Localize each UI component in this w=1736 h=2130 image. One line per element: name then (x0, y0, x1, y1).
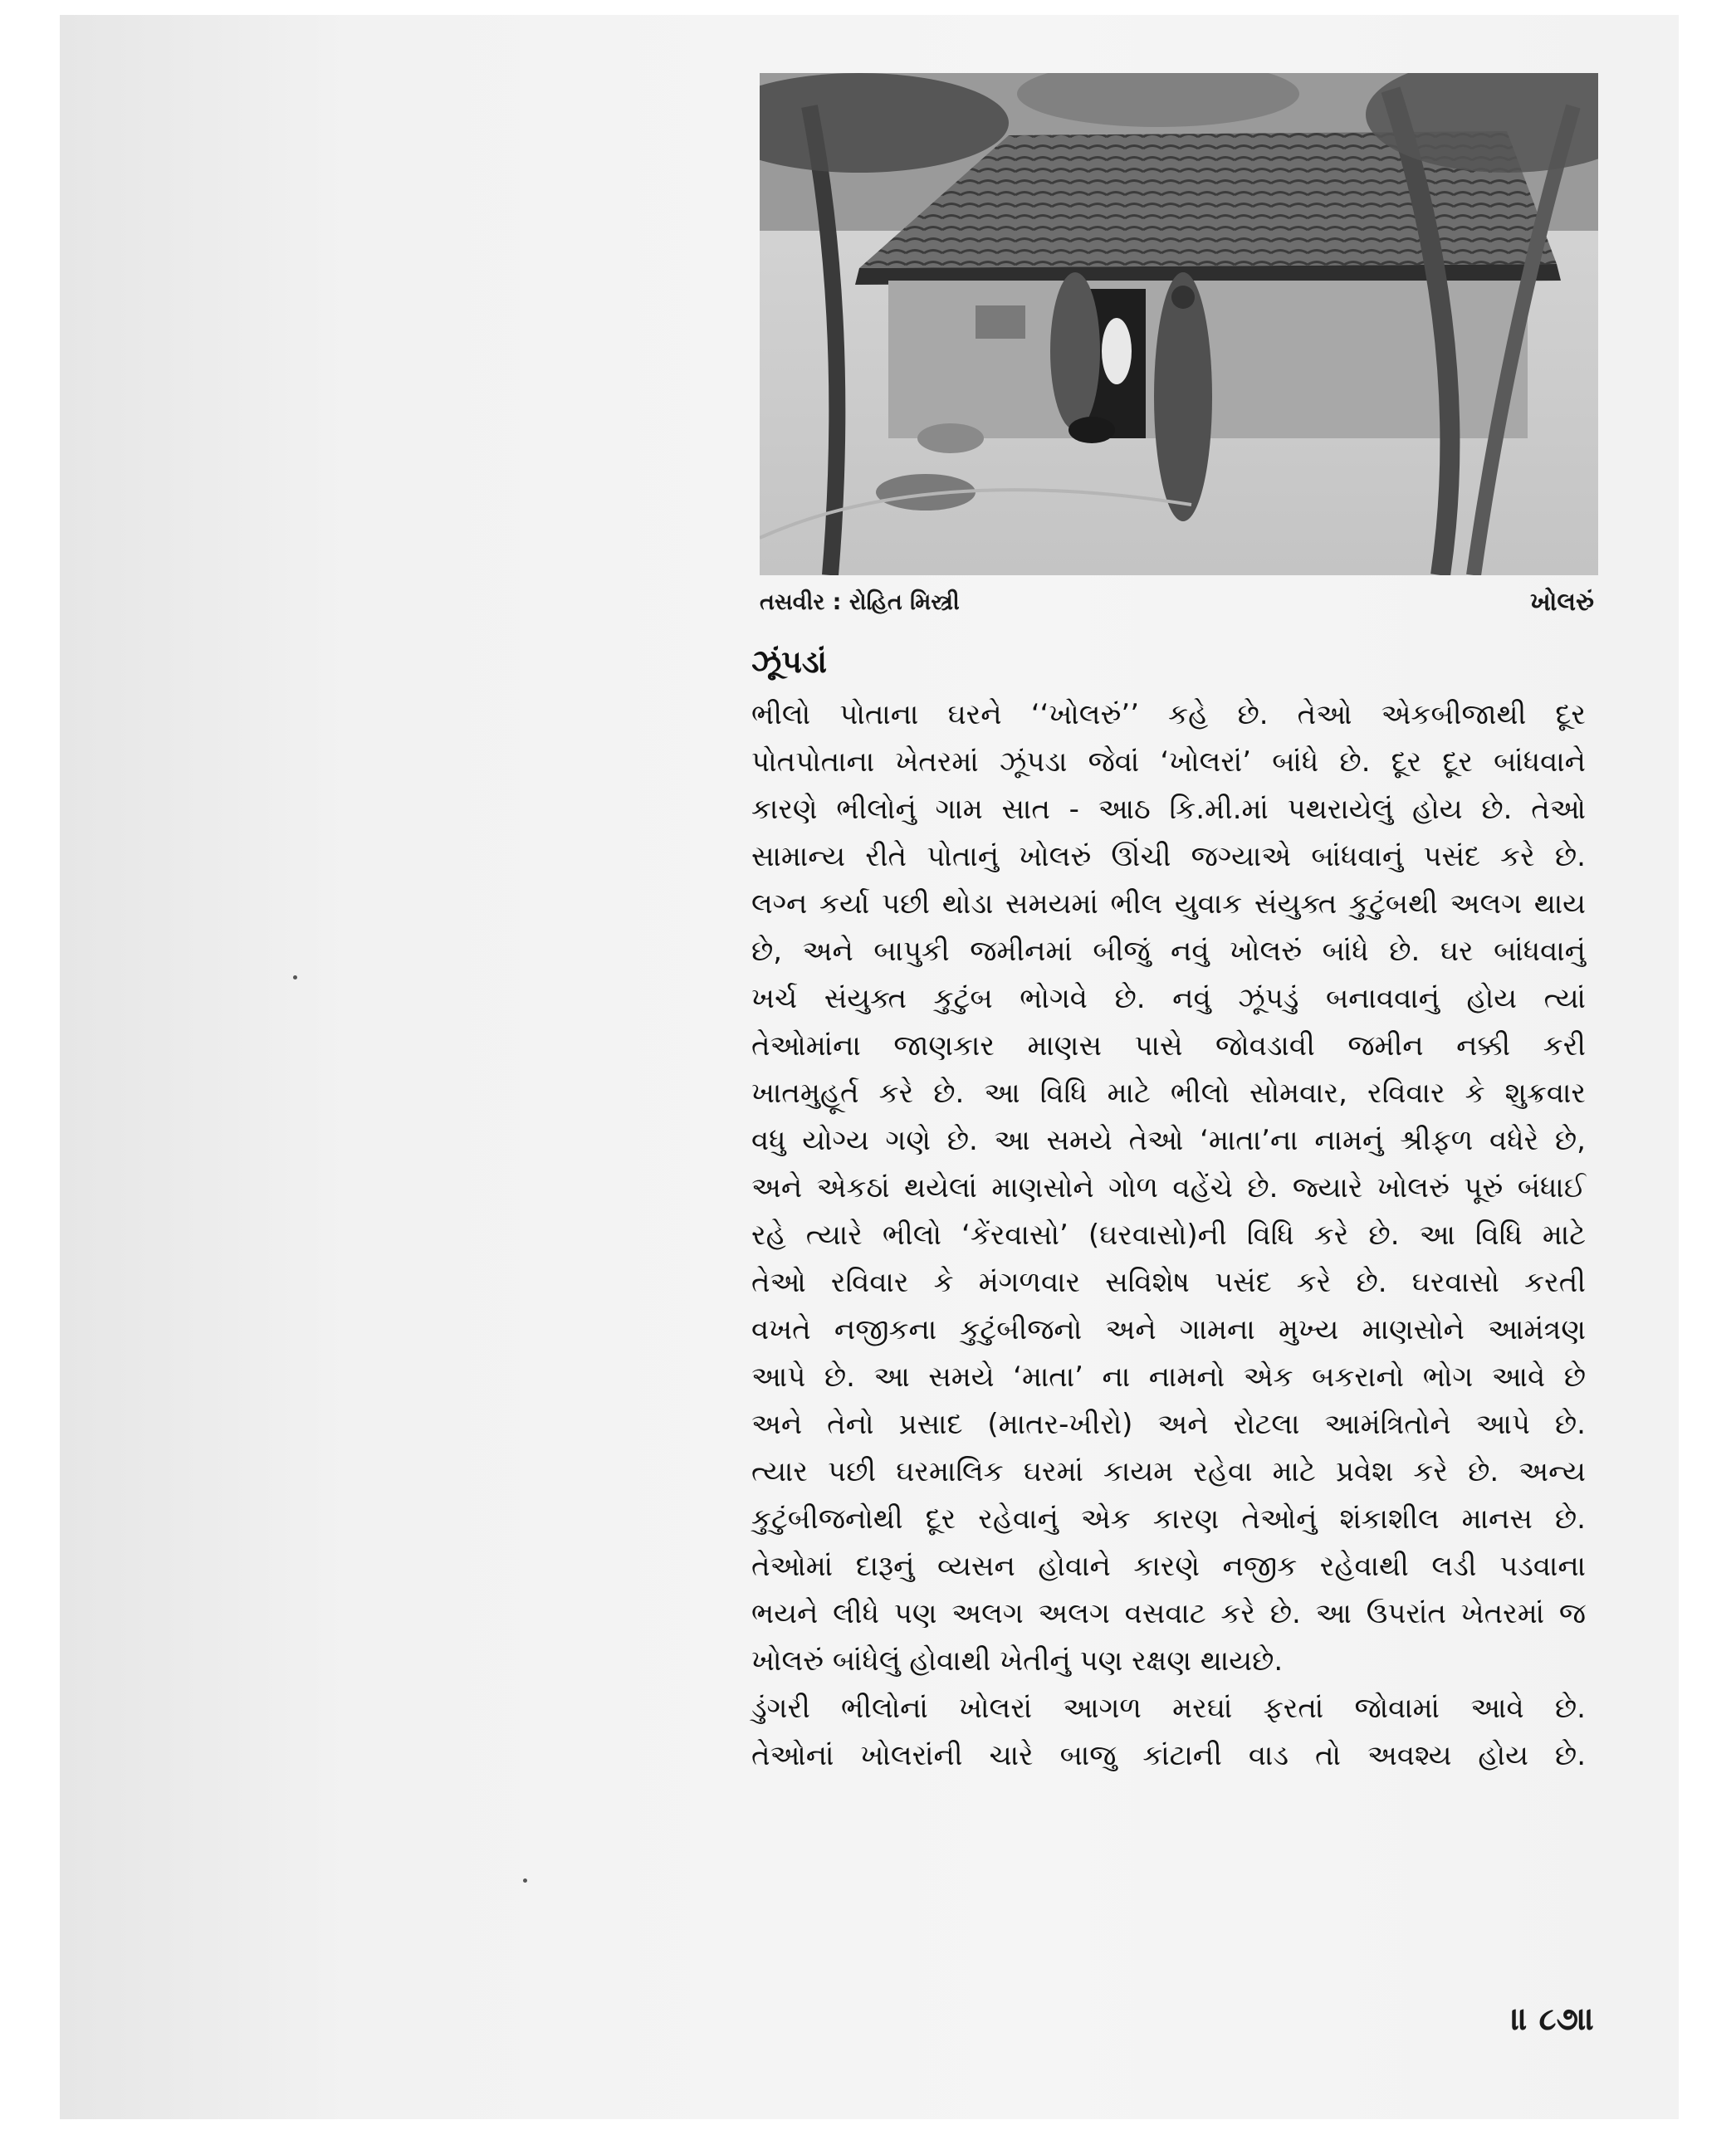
paragraph-1 (751, 691, 1586, 1685)
text-line: વખતે નજીકના કુટુંબીજનો અને ગામના મુખ્ય માણસોને આમંત્રણ (751, 1313, 1586, 1346)
text-line: સામાન્ય રીતે પોતાનું ખોલરું ઊંચી જગ્યાએ બાંધવાનું પસંદ કરે છે. (751, 840, 1586, 873)
text-line: ડુંગરી ભીલોનાં ખોલરાં આગળ મરઘાં ફરતાં જોવામાં આવે છે. (751, 1692, 1586, 1725)
text-line: કારણે ભીલોનું ગામ સાત - આઠ કિ.મી.માં પથરાયેલું હોય છે. તેઓ (751, 793, 1586, 826)
text-line: છે, અને બાપુકી જમીનમાં બીજું નવું ખોલરું બાંધે છે. ઘર બાંધવાનું (751, 935, 1586, 968)
text-line: અને તેનો પ્રસાદ (માતર-ખીરો) અને રોટલા આમંત્રિતોને આપે છે. (751, 1408, 1586, 1441)
text-line: ખાતમુહૂર્ત કરે છે. આ વિધિ માટે ભીલો સોમવાર, રવિવાર કે શુક્રવાર (751, 1077, 1586, 1110)
text-line: તેઓમાં દારૂનું વ્યસન હોવાને કારણે નજીક રહેવાથી લડી પડવાના (751, 1550, 1586, 1583)
photo-credit: તસવીર : રોહિત મિસ્ત્રી (760, 589, 960, 615)
scan-edge (1679, 0, 1736, 2130)
text-line: રહે ત્યારે ભીલો ‘કેંરવાસો’ (ઘરવાસો)ની વિધિ કરે છે. આ વિધિ માટે (751, 1219, 1586, 1252)
text-line: ખર્ચ સંયુક્ત કુટુંબ ભોગવે છે. નવું ઝૂંપડું બનાવવાનું હોય ત્યાં (751, 982, 1586, 1015)
text-line: ભીલો પોતાના ઘરને ‘‘ખોલરું’’ કહે છે. તેઓ એકબીજાથી દૂર (751, 698, 1586, 731)
text-line: વધુ યોગ્ય ગણે છે. આ સમયે તેઓ ‘માતા’ના નામનું શ્રીફળ વધેરે છે, (751, 1124, 1586, 1157)
text-line: તેઓ રવિવાર કે મંગળવાર સવિશેષ પસંદ કરે છે. ઘરવાસો કરતી (751, 1266, 1586, 1299)
hut-photograph (760, 73, 1598, 575)
text-line: અને એકઠાં થયેલાં માણસોને ગોળ વહેંચે છે. જ્યારે ખોલરું પૂરું બંધાઈ (751, 1171, 1586, 1204)
text-line: ભયને લીધે પણ અલગ અલગ વસવાટ કરે છે. આ ઉપરાંત ખેતરમાં જ (751, 1597, 1586, 1630)
photo-caption: ખોલરું (1530, 588, 1594, 617)
text-line: ખોલરું બાંધેલું હોવાથી ખેતીનું પણ રક્ષણ થાયછે. (751, 1644, 1284, 1678)
text-line: લગ્ન કર્યા પછી થોડા સમયમાં ભીલ યુવાક સંયુક્ત કુટુંબથી અલગ થાય (751, 887, 1586, 921)
text-line: તેઓનાં ખોલરાંની ચારે બાજુ કાંટાની વાડ તો અવશ્ય હોય છે. (751, 1739, 1586, 1772)
text-line: કુટુંબીજનોથી દૂર રહેવાનું એક કારણ તેઓનું શંકાશીલ માનસ છે. (751, 1502, 1586, 1536)
text-line: પોતપોતાના ખેતરમાં ઝૂંપડા જેવાં ‘ખોલરાં’ બાંધે છે. દૂર દૂર બાંધવાને (751, 745, 1586, 779)
paragraph-2 (751, 1685, 1586, 1780)
section-heading: ઝૂંપડાં (751, 643, 828, 680)
body-text (751, 691, 1586, 1780)
text-line: ત્યાર પછી ઘરમાલિક ઘરમાં કાયમ રહેવા માટે પ્રવેશ કરે છે. અન્ય (751, 1455, 1586, 1488)
text-line: આપે છે. આ સમયે ‘માતા’ ના નામનો એક બકરાનો ભોગ આવે છે (751, 1361, 1586, 1394)
page-number: ॥ ૮૭॥ (1511, 2001, 1595, 2037)
text-line: તેઓમાંના જાણકાર માણસ પાસે જોવડાવી જમીન નક્કી કરી (751, 1029, 1586, 1063)
dust-speck (293, 975, 297, 980)
dust-speck (523, 1878, 527, 1883)
